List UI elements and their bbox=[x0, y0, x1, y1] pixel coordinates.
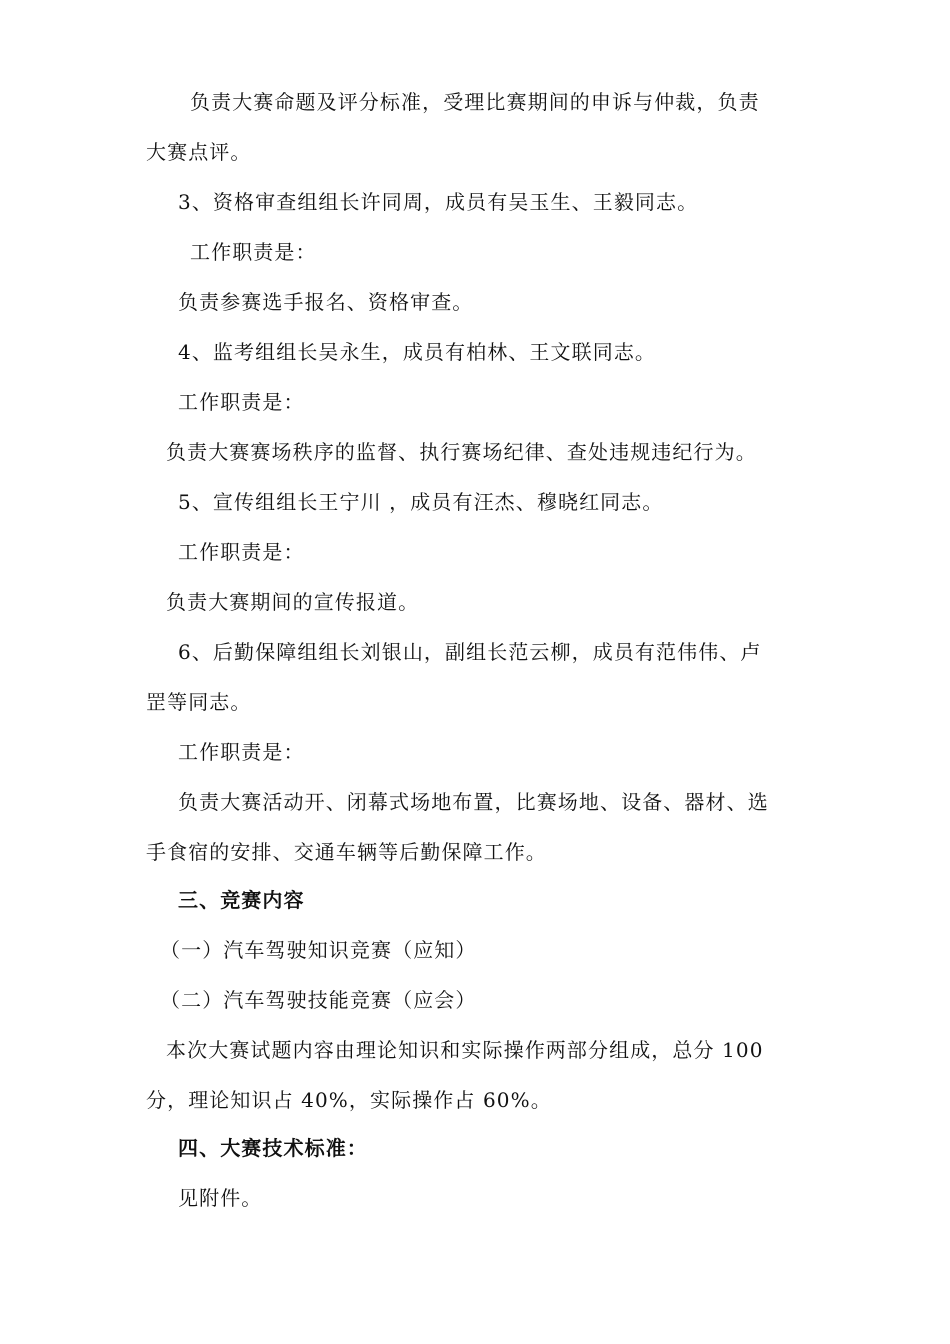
paragraph-line: 大赛点评。 bbox=[146, 140, 252, 164]
paragraph-line: （二）汽车驾驶技能竞赛（应会） bbox=[160, 988, 477, 1012]
paragraph-line: 本次大赛试题内容由理论知识和实际操作两部分组成，总分 100 bbox=[166, 1038, 764, 1062]
paragraph-line: 6、后勤保障组组长刘银山，副组长范云柳，成员有范伟伟、卢 bbox=[178, 640, 762, 664]
paragraph-line: 工作职责是： bbox=[178, 540, 305, 564]
paragraph-line: 分，理论知识占 40%，实际操作占 60%。 bbox=[146, 1088, 552, 1112]
paragraph-line: 负责大赛期间的宣传报道。 bbox=[166, 590, 420, 614]
paragraph-line: 工作职责是： bbox=[178, 390, 305, 414]
paragraph-line: 手食宿的安排、交通车辆等后勤保障工作。 bbox=[146, 840, 547, 864]
paragraph-line: 3、资格审查组组长许同周，成员有吴玉生、王毅同志。 bbox=[178, 190, 699, 214]
paragraph-line: 负责大赛命题及评分标准，受理比赛期间的申诉与仲裁，负责 bbox=[190, 90, 760, 114]
paragraph-line: 4、监考组组长吴永生，成员有柏林、王文联同志。 bbox=[178, 340, 657, 364]
section-heading: 四、大赛技术标准： bbox=[178, 1136, 368, 1160]
paragraph-line: 见附件。 bbox=[178, 1186, 263, 1210]
paragraph-line: 工作职责是： bbox=[190, 240, 317, 264]
paragraph-line: 负责大赛赛场秩序的监督、执行赛场纪律、查处违规违纪行为。 bbox=[166, 440, 757, 464]
paragraph-line: 工作职责是： bbox=[178, 740, 305, 764]
section-heading: 三、竞赛内容 bbox=[178, 888, 305, 912]
paragraph-line: （一）汽车驾驶知识竞赛（应知） bbox=[160, 938, 477, 962]
paragraph-line: 负责大赛活动开、闭幕式场地布置，比赛场地、设备、器材、选 bbox=[178, 790, 769, 814]
paragraph-line: 5、宣传组组长王宁川 ，成员有汪杰、穆晓红同志。 bbox=[178, 490, 664, 514]
paragraph-line: 负责参赛选手报名、资格审查。 bbox=[178, 290, 474, 314]
paragraph-line: 罡等同志。 bbox=[146, 690, 252, 714]
